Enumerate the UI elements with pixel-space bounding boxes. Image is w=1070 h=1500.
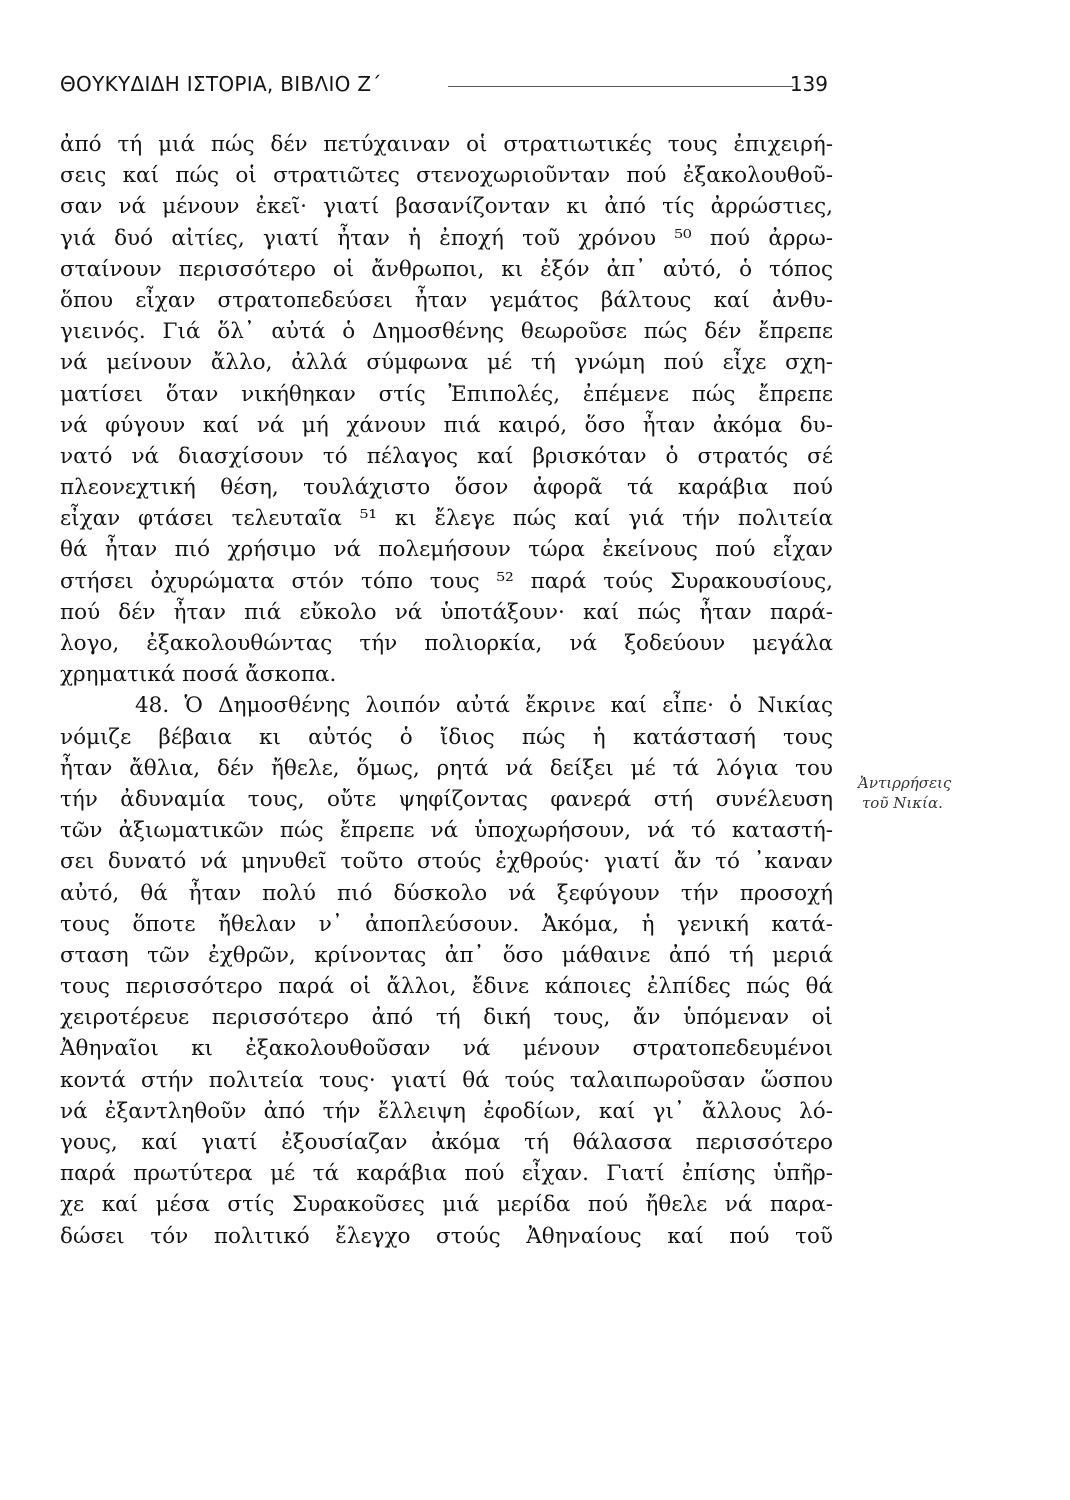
text-line: νά ἐξαντληθοῦν ἀπό τήν ἔλλειψη ἐφοδίων, καί γι᾽ ἄλλους λό- [60,1098,833,1124]
marginal-note [858,773,951,813]
text-line: στήσει ὀχυρώματα στόν τόπο τους ⁵² παρά τούς Συρακουσίους, [60,568,833,594]
text-line: τήν ἀδυναμία τους, οὔτε ψηφίζοντας φανερά στή συνέλευση [60,786,833,812]
text-line: τους περισσότερο παρά οἱ ἄλλοι, ἔδινε κάποιες ἐλπίδες πώς θά [60,974,833,1000]
text-line: δώσει τόν πολιτικό ἔλεγχο στούς Ἀθηναίους καί πού τοῦ [60,1223,833,1249]
text-line: εἶχαν φτάσει τελευταῖα ⁵¹ κι ἔλεγε πώς καί γιά τήν πολιτεία [60,506,833,532]
text-line: γιά δυό αἰτίες, γιατί ἦταν ἡ ἐποχή τοῦ χρόνου ⁵⁰ πού ἀρρω- [60,225,833,251]
text-line: θά ἦταν πιό χρήσιμο νά πολεμήσουν τώρα ἐκείνους πού εἶχαν [60,537,833,563]
text-line: λογο, ἐξακολουθώντας τήν πολιορκία, νά ξοδεύουν μεγάλα [60,631,833,656]
text-line: πού δέν ἦταν πιά εὔκολο νά ὑποτάξουν· καί πώς ἦταν παρά- [60,599,833,625]
text-line: χε καί μέσα στίς Συρακοῦσες μιά μερίδα πού ἤθελε νά παρα- [60,1192,833,1218]
text-line: αὐτό, θά ἦταν πολύ πιό δύσκολο νά ξεφύγουν τήν προσοχή [60,880,833,906]
text-line: Ἀθηναῖοι κι ἐξακολουθοῦσαν νά μένουν στρατοπεδευμένοι [60,1036,833,1062]
text-line: σεις καί πώς οἱ στρατιῶτες στενοχωριοῦνταν πού ἐξακολουθοῦ- [60,163,833,189]
text-line: νόμιζε βέβαια κι αὐτός ὁ ἴδιος πώς ἡ κατάστασή τους [60,724,833,750]
text-line: σει δυνατό νά μηνυθεῖ τοῦτο στούς ἐχθρούς· γιατί ἄν τό ᾽καναν [60,849,833,875]
header-rule [448,86,793,87]
text-line: χρηματικά ποσά ἄσκοπα. [60,662,337,688]
marginal-note-line-2: τοῦ Νικία. [862,794,943,812]
text-line: τῶν ἀξιωματικῶν πώς ἔπρεπε νά ὑποχωρήσουν, νά τό καταστή- [60,818,833,844]
chapter-48-start-line: 48. Ὁ Δημοσθένης λοιπόν αὐτά ἔκρινε καί εἶπε· ὁ Νικίας [135,693,833,719]
text-line: ἦταν ἄθλια, δέν ἤθελε, ὅμως, ρητά νά δείξει μέ τά λόγια του [60,755,833,781]
text-line: νά μείνουν ἄλλο, ἀλλά σύμφωνα μέ τή γνώμη πού εἶχε σχη- [60,350,833,376]
marginal-note-line-1: Ἀντιρρήσεις [858,774,952,792]
text-line: παρά πρωτύτερα μέ τά καράβια πού εἶχαν. Γιατί ἐπίσης ὑπῆρ- [60,1161,833,1187]
page-number: 139 [789,72,828,96]
text-line: ματίσει ὅταν νικήθηκαν στίς Ἐπιπολές, ἐπέμενε πώς ἔπρεπε [60,381,833,407]
page-header [60,72,830,102]
text-line: πλεονεχτική θέση, τουλάχιστο ὅσον ἀφορᾶ τά καράβια πού [60,475,833,501]
text-line: σταίνουν περισσότερο οἱ ἄνθρωποι, κι ἐξόν ἀπ᾽ αὐτό, ὁ τόπος [60,256,833,282]
text-line: τους ὅποτε ἤθελαν ν᾽ ἀποπλεύσουν. Ἀκόμα, ἡ γενική κατά- [60,911,833,937]
running-head: ΘΟΥΚΥΔΙΔΗ ΙΣΤΟΡΙΑ, ΒΙΒΛΙΟ Ζ΄ [60,72,382,96]
body-text [60,129,833,1252]
text-line: κοντά στήν πολιτεία τους· γιατί θά τούς ταλαιπωροῦσαν ὥσπου [60,1067,833,1093]
text-line: χειροτέρευε περισσότερο ἀπό τή δική τους, ἄν ὑπόμεναν οἱ [60,1005,833,1031]
text-line: νά φύγουν καί νά μή χάνουν πιά καιρό, ὅσο ἦταν ἀκόμα δυ- [60,412,833,438]
text-line: νατό νά διασχίσουν τό πέλαγος καί βρισκόταν ὁ στρατός σέ [60,443,833,469]
text-line: γους, καί γιατί ἐξουσίαζαν ἀκόμα τή θάλασσα περισσότερο [60,1130,833,1155]
text-line: γιεινός. Γιά ὅλ᾽ αὐτά ὁ Δημοσθένης θεωροῦσε πώς δέν ἔπρεπε [60,319,833,345]
text-line: σαν νά μένουν ἐκεῖ· γιατί βασανίζονταν κι ἀπό τίς ἀρρώστιες, [60,194,833,220]
text-line: ἀπό τή μιά πώς δέν πετύχαιναν οἱ στρατιωτικές τους ἐπιχειρή- [60,132,833,157]
text-line: σταση τῶν ἐχθρῶν, κρίνοντας ἀπ᾽ ὅσο μάθαινε ἀπό τή μεριά [60,942,833,968]
text-line: ὅπου εἶχαν στρατοπεδεύσει ἦταν γεμάτος βάλτους καί ἀνθυ- [60,287,833,313]
